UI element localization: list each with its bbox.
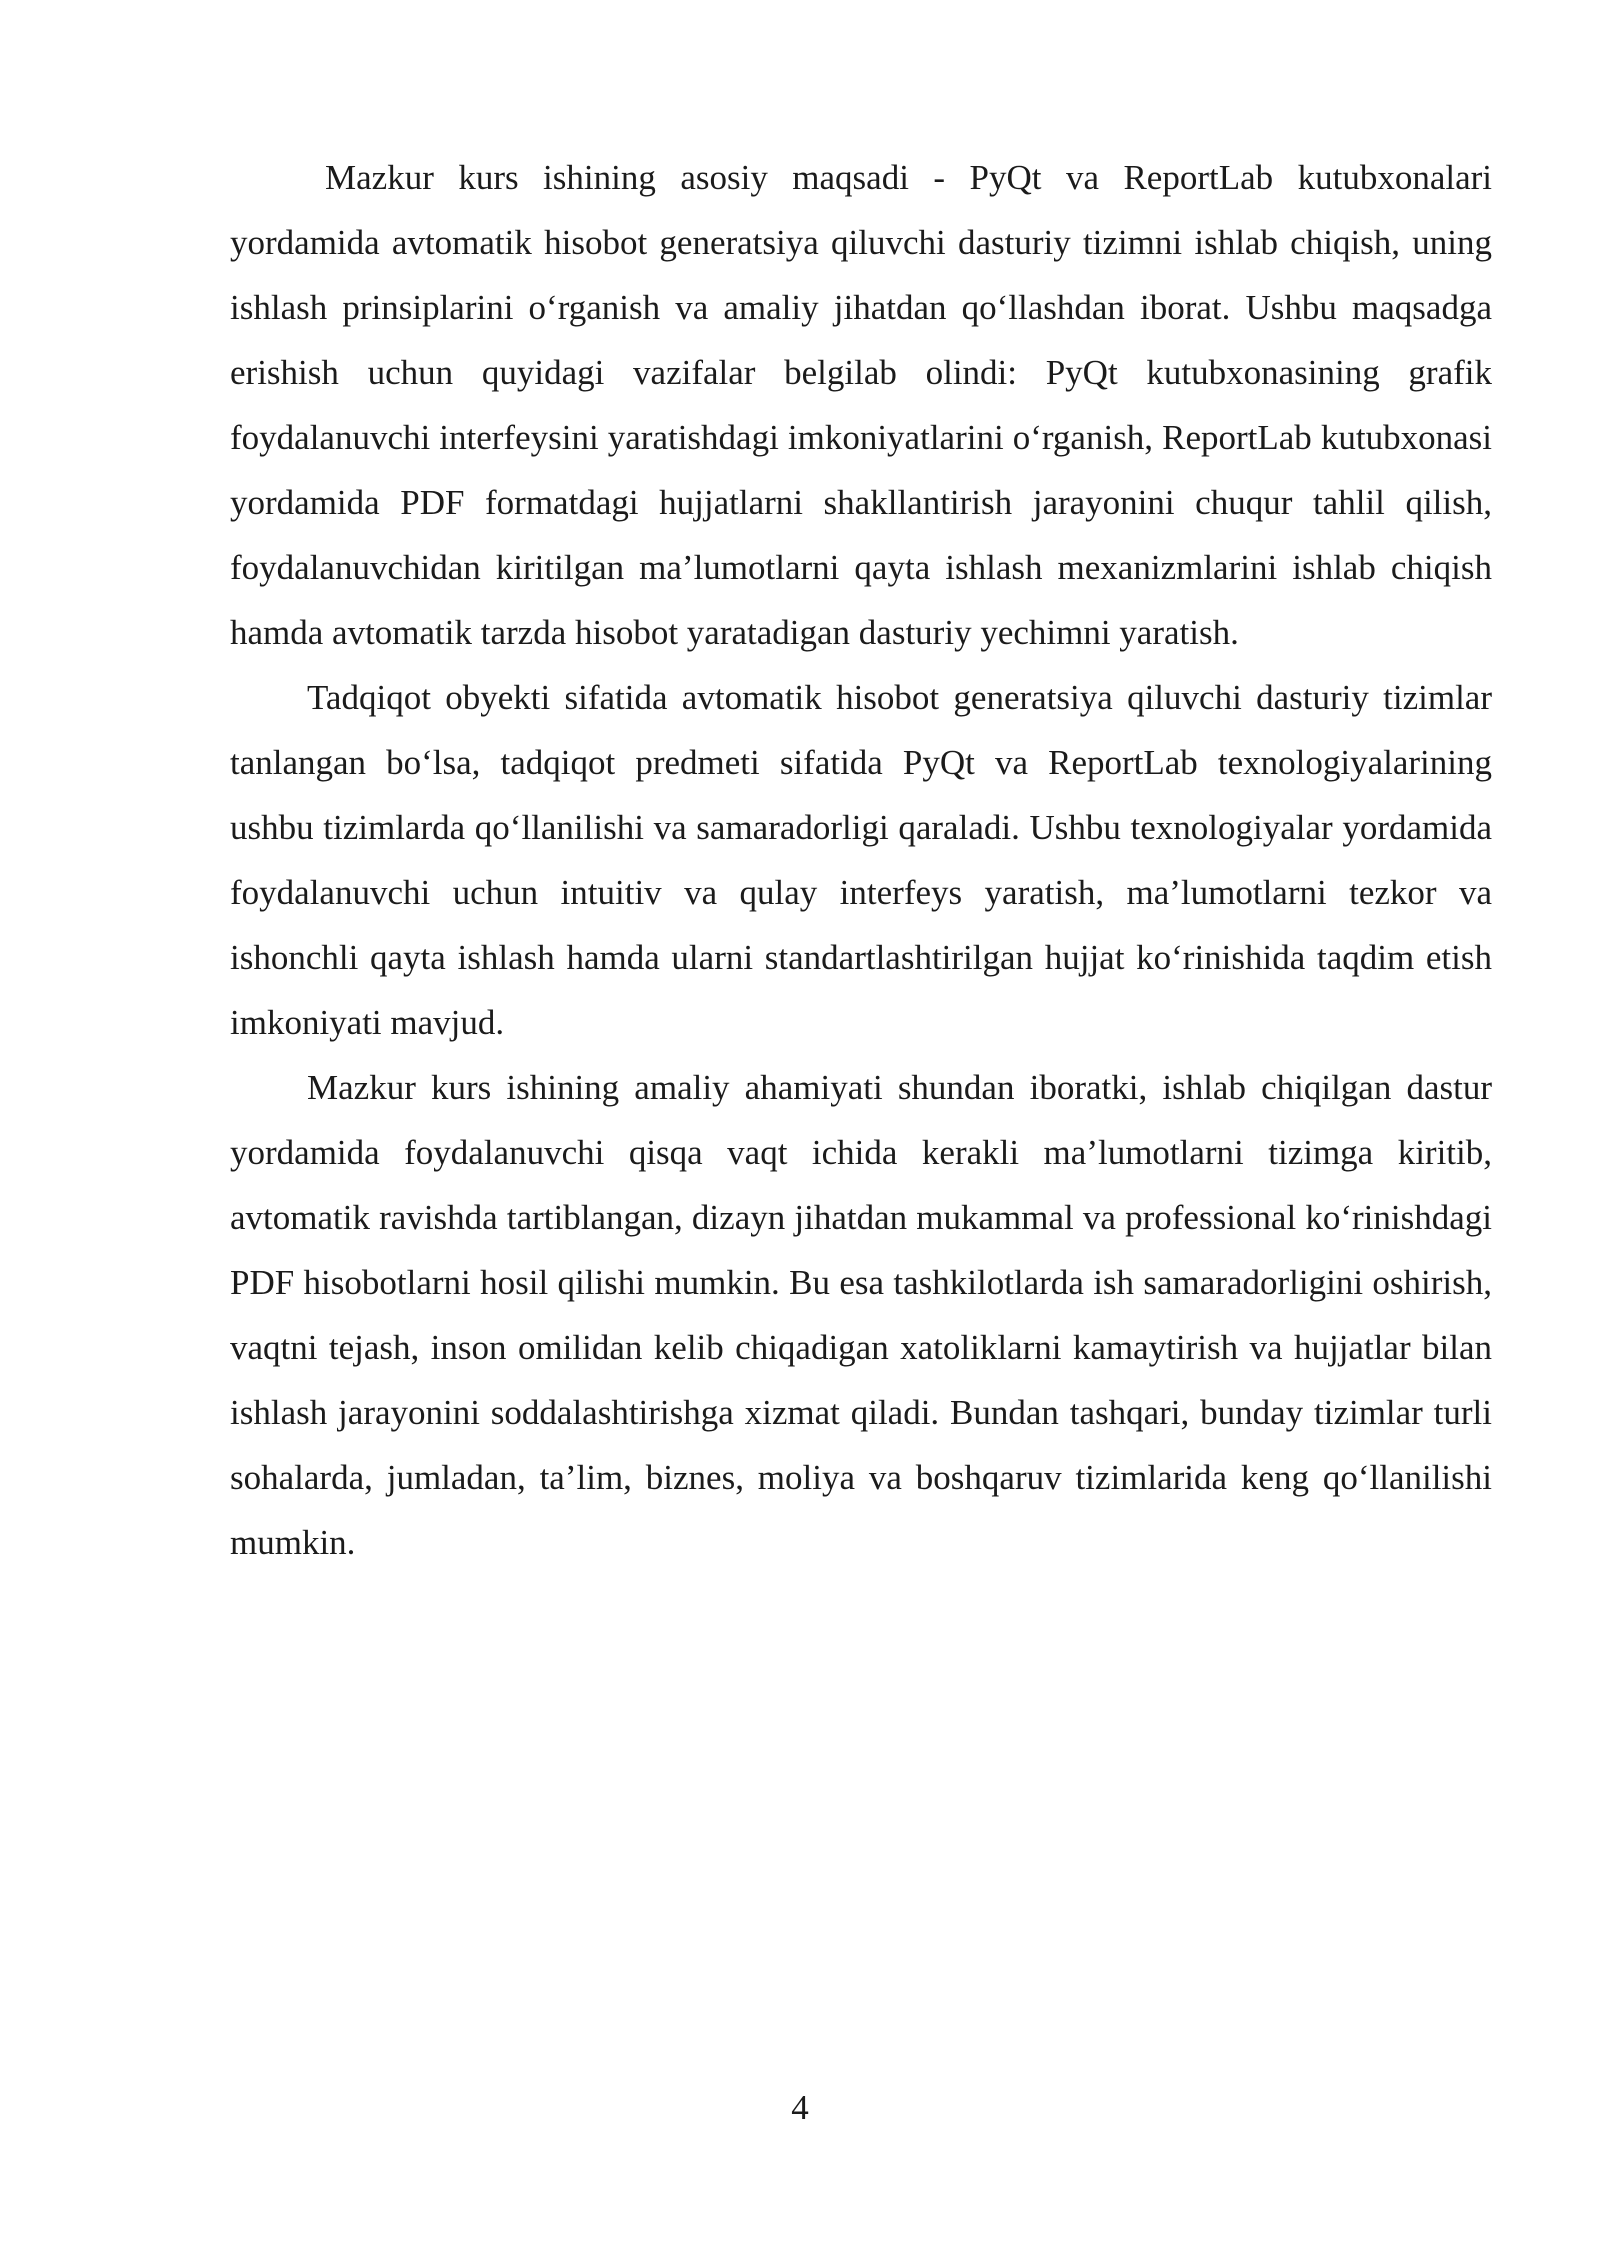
paragraph-practical-significance: Mazkur kurs ishining amaliy ahamiyati shundan iboratki, ishlab chiqilgan dastur yordamida foydalanuvchi qisqa vaqt ichida kerakli ma’lumotlarni tizimga kiritib, avtomatik ravishda tartiblangan, dizayn jihatdan mukammal va professional ko‘rinishdagi PDF hisobotlarni hosil qilishi mumkin. Bu esa tashkilotlarda ish samaradorligini oshirish, vaqtni tejash, inson omilidan kelib chiqadigan xatoliklarni kamaytirish va hujjatlar bilan ishlash jarayonini soddalashtirishga xizmat qiladi. Bundan tashqari, bunday tizimlar turli sohalarda, jumladan, ta’lim, biznes, moliya va boshqaruv tizimlarida keng qo‘llanilishi mumkin. xyxy=(230,1068,1492,1562)
page-number: 4 xyxy=(791,2088,809,2127)
body-text xyxy=(230,145,1492,1575)
paragraph-research-object: Tadqiqot obyekti sifatida avtomatik hisobot generatsiya qiluvchi dasturiy tizimlar tanlangan bo‘lsa, tadqiqot predmeti sifatida PyQt va ReportLab texnologiyalarining ushbu tizimlarda qo‘llanilishi va samaradorligi qaraladi. Ushbu texnologiyalar yordamida foydalanuvchi uchun intuitiv va qulay interfeys yaratish, ma’lumotlarni tezkor va ishonchli qayta ishlash hamda ularni standartlashtirilgan hujjat ko‘rinishida taqdim etish imkoniyati mavjud. xyxy=(230,678,1492,1042)
paragraph-purpose: Mazkur kurs ishining asosiy maqsadi - PyQt va ReportLab kutubxonalari yordamida avtomatik hisobot generatsiya qiluvchi dasturiy tizimni ishlab chiqish, uning ishlash prinsiplarini o‘rganish va amaliy jihatdan qo‘llashdan iborat. Ushbu maqsadga erishish uchun quyidagi vazifalar belgilab olindi: PyQt kutubxonasining grafik foydalanuvchi interfeysini yaratishdagi imkoniyatlarini o‘rganish, ReportLab kutubxonasi yordamida PDF formatdagi hujjatlarni shakllantirish jarayonini chuqur tahlil qilish, foydalanuvchidan kiritilgan ma’lumotlarni qayta ishlash mexanizmlarini ishlab chiqish hamda avtomatik tarzda hisobot yaratadigan dasturiy yechimni yaratish. xyxy=(230,158,1492,652)
